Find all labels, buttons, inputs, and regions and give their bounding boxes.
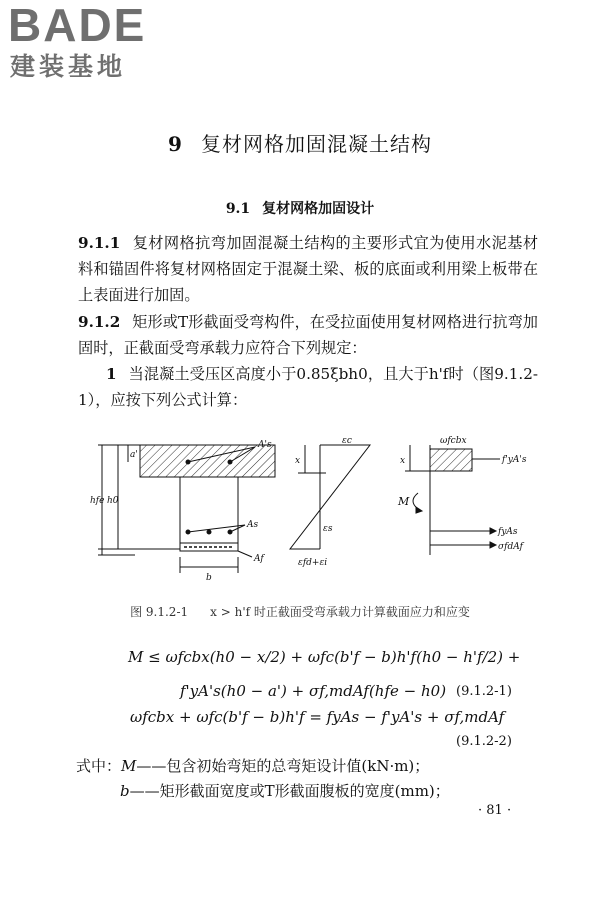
logo-wordmark: BADE [8,0,147,51]
definition-b [120,780,450,801]
label-a-prime: a' [130,450,138,460]
label-eps-fd: εfd+εi [298,558,328,568]
section-heading [0,198,600,218]
label-fyAs: fyAs [498,527,518,537]
definition-dash: —— [136,757,167,775]
logo-subtitle: 建装基地 [10,52,127,81]
page-number: · 81 · [478,803,512,818]
label-Af: Af [254,554,264,564]
section-number: 9.1 [225,201,251,217]
label-eps-s: εs [323,524,333,534]
equation-2: ωfcbx + ωfc(b'f − b)h'f = fyAs − f'yA's + σf,mdAf [130,708,505,726]
label-x-stress: x [400,456,406,466]
label-h0: h0 [107,496,119,506]
clause-number: 9.1.1 [78,234,121,252]
item-text: 当混凝土受压区高度小于0.85ξbh0，且大于h'f时（图9.1.2-1），应按下列公式计算： [78,365,538,410]
definition-prefix: 式中： [76,757,122,775]
section-title: 复材网格加固设计 [262,201,375,217]
stress-diagram [405,445,500,555]
definition-text: 矩形截面宽度或T形截面腹板的宽度(mm)； [159,782,450,800]
definition-symbol: b [120,782,130,800]
label-hfe: hfe [90,496,105,506]
flange [140,445,275,477]
caption-text: x > h'f 时正截面受弯承载力计算截面应力和应变 [210,605,470,619]
label-sigmaAf: σfdAf [498,542,523,552]
definition-symbol: M [121,757,137,775]
label-fyAs-prime: f'yA's [502,455,527,465]
item-1 [78,361,538,413]
t-section-diagram [98,445,275,573]
label-x-strain: x [295,456,301,466]
clause-text: 矩形或T形截面受弯构件，在受拉面使用复材网格进行抗弯加固时，正截面受弯承载力应符合下列规定： [78,313,538,358]
definition-M [76,755,429,776]
chapter-heading [0,128,600,157]
chapter-number: 9 [168,132,183,156]
label-As: As [247,520,259,530]
chapter-title: 复材网格加固混凝土结构 [200,132,432,156]
equation-1-number: (9.1.2-1) [456,684,512,699]
label-eps-c: εc [342,436,352,446]
definition-dash: —— [129,782,160,800]
clause-text: 复材网格抗弯加固混凝土结构的主要形式宜为使用水泥基材料和锚固件将复材网格固定于混凝土梁、板的底面或利用梁上板带在上表面进行加固。 [78,234,538,305]
label-As-prime: A's [258,440,272,450]
clause-number: 9.1.2 [78,313,121,331]
equation-2-number: (9.1.2-2) [456,734,512,749]
equation-1-line2: f'yA's(h0 − a') + σf,mdAf(hfe − h0) [180,682,447,700]
label-stress-top: ωfcbx [440,436,467,446]
figure-section-stress-strain [80,435,540,585]
label-M: M [398,495,410,508]
figure-caption [0,603,600,620]
definition-text: 包含初始弯矩的总弯矩设计值(kN·m)； [166,757,430,775]
label-b: b [206,573,212,583]
item-number: 1 [106,365,117,383]
clause-9-1-2 [78,309,538,361]
clause-9-1-1 [78,230,538,309]
equation-1-line1: M ≤ ωfcbx(h0 − x/2) + ωfc(b'f − b)h'f(h0 − h'f/2) + [128,648,521,666]
caption-number: 图 9.1.2-1 [130,605,189,619]
web [180,477,238,549]
